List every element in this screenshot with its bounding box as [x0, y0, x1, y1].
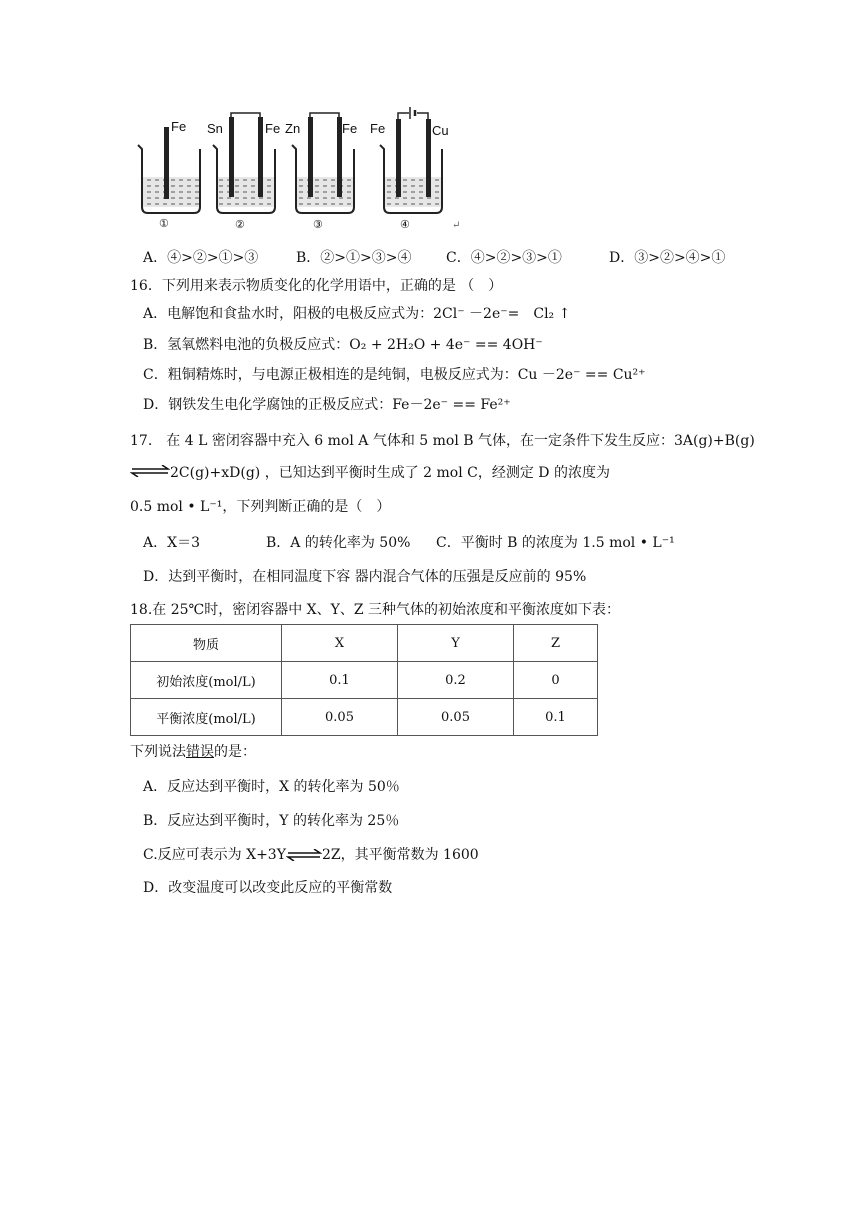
- q18-prompt-prefix: 下列说法: [130, 744, 186, 760]
- q18-prompt-underlined: 错误: [186, 744, 214, 760]
- q18-option-c-prefix: C.反应可表示为 X+3Y: [143, 847, 286, 863]
- table-cell: 0.2: [398, 662, 514, 699]
- table-row: [131, 662, 598, 699]
- q15-option-a: A．④>②>①>③: [143, 250, 259, 266]
- q16-option-a: A．电解饱和食盐水时，阳极的电极反应式为：2Cl⁻ －2e⁻= Cl₂ ↑: [143, 306, 571, 322]
- cell-4-right-label: Cu: [432, 123, 449, 138]
- cell-2-left-label: Sn: [207, 121, 223, 136]
- table-cell: 0: [514, 662, 598, 699]
- cell-3-left-label: Zn: [285, 121, 301, 136]
- equilibrium-arrow-icon: [130, 465, 170, 477]
- concentration-table: [130, 624, 598, 736]
- table-row: [131, 699, 598, 736]
- table-header-cell: 物质: [131, 625, 282, 662]
- q17-option-c: C．平衡时 B 的浓度为 1.5 mol • L⁻¹: [436, 535, 675, 551]
- table-header-cell: Y: [398, 625, 514, 662]
- q18-option-b: B．反应达到平衡时，Y 的转化率为 25％: [143, 813, 400, 829]
- q16-stem: 16．下列用来表示物质变化的化学用语中，正确的是 （ ）: [130, 278, 503, 294]
- q15-option-b: B．②>①>③>④: [296, 250, 412, 266]
- table-cell: 0.05: [282, 699, 398, 736]
- q18-option-c: [143, 844, 479, 864]
- table-cell: 初始浓度(mol/L): [131, 662, 282, 699]
- cell-1: [138, 127, 200, 213]
- cell-1-number: ①: [159, 217, 169, 230]
- cell-1-right-label: Fe: [171, 119, 187, 134]
- q16-option-b: B．氢氧燃料电池的负极反应式：O₂ + 2H₂O + 4e⁻ == 4OH⁻: [143, 337, 543, 353]
- cell-4-left-label: Fe: [370, 121, 386, 136]
- q18-option-c-suffix: 2Z，其平衡常数为 1600: [321, 847, 479, 863]
- table-header-cell: X: [282, 625, 398, 662]
- q18-prompt: [130, 741, 256, 761]
- cell-3-right-label: Fe: [342, 121, 358, 136]
- cell-2-right-label: Fe: [265, 121, 281, 136]
- q15-option-d: D．③>②>④>①: [609, 250, 726, 266]
- equilibrium-arrow-icon: [286, 849, 322, 861]
- q18-option-d: D．改变温度可以改变此反应的平衡常数: [143, 880, 393, 896]
- cell-2-number: ②: [235, 218, 245, 231]
- q18-prompt-suffix: 的是：: [214, 744, 256, 760]
- q16-option-d: D．钢铁发生电化学腐蚀的正极反应式：Fe－2e⁻ == Fe²⁺: [143, 397, 511, 413]
- table-header-row: [131, 625, 598, 662]
- return-mark: ↵: [452, 220, 461, 231]
- q17-stem-line-2: 2C(g)+xD(g) ，已知达到平衡时生成了 2 mol C，经测定 D 的浓度为: [170, 465, 610, 481]
- table-cell: 平衡浓度(mol/L): [131, 699, 282, 736]
- q17-stem-line-3: 0.5 mol • L⁻¹，下列判断正确的是（ ）: [130, 499, 391, 515]
- table-cell: 0.05: [398, 699, 514, 736]
- q16-option-c: C．粗铜精炼时，与电源正极相连的是纯铜，电极反应式为：Cu －2e⁻ == Cu²⁺: [143, 367, 646, 383]
- q18-stem: 18.在 25℃时，密闭容器中 X、Y、Z 三种气体的初始浓度和平衡浓度如下表：: [130, 602, 621, 618]
- q15-option-c: C．④>②>③>①: [446, 250, 562, 266]
- q17-option-b: B．A 的转化率为 50%: [266, 535, 411, 551]
- table-header-cell: Z: [514, 625, 598, 662]
- q17-option-d: D．达到平衡时，在相同温度下容 器内混合气体的压强是反应前的 95%: [143, 569, 587, 585]
- cell-3-number: ③: [313, 218, 323, 231]
- table-cell: 0.1: [514, 699, 598, 736]
- q18-option-a: A．反应达到平衡时，X 的转化率为 50％: [143, 779, 400, 795]
- cell-4-number: ④: [400, 218, 410, 231]
- q17-option-a: A．X＝3: [143, 535, 200, 551]
- table-cell: 0.1: [282, 662, 398, 699]
- q17-stem-line-1: 17. 在 4 L 密闭容器中充入 6 mol A 气体和 5 mol B 气体，在一定条件下发生反应：3A(g)+B(g): [130, 433, 755, 449]
